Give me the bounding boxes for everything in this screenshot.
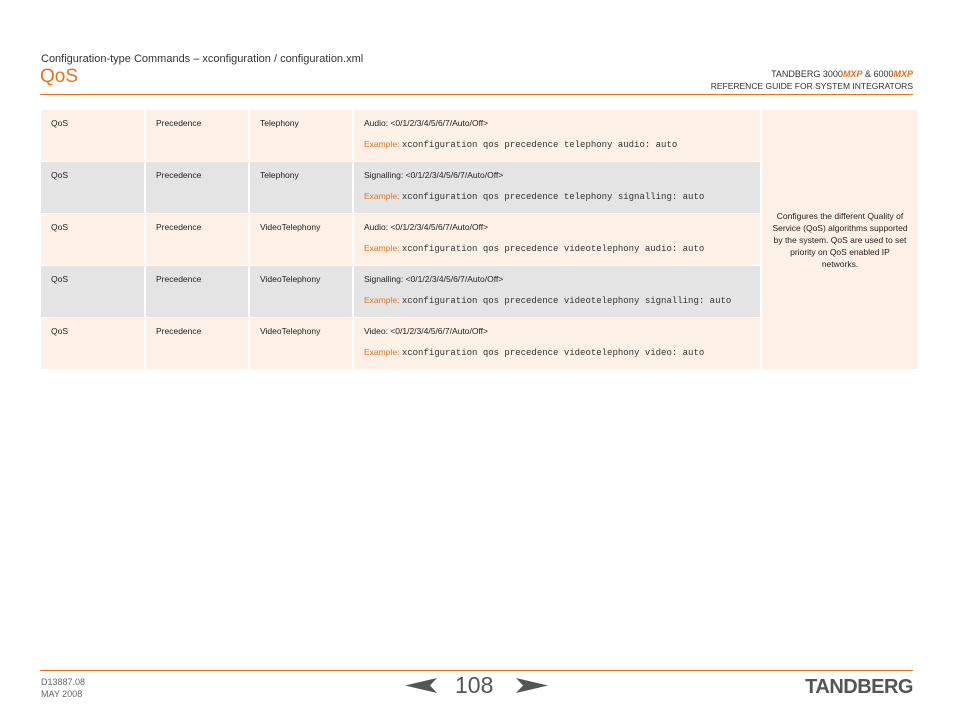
example-line (364, 295, 750, 306)
cell-command: QoS (41, 110, 144, 161)
example-line (364, 347, 750, 358)
cell-value (354, 214, 760, 265)
example-label: Example: (364, 243, 400, 253)
product-name (711, 68, 913, 80)
cell-sub2: VideoTelephony (250, 214, 352, 265)
next-page-arrow-icon[interactable] (516, 678, 548, 693)
example-line (364, 139, 750, 150)
cell-value (354, 162, 760, 213)
document-date: MAY 2008 (41, 689, 83, 699)
footer-divider (40, 670, 913, 671)
table-row (41, 110, 918, 161)
cell-sub1: Precedence (146, 162, 248, 213)
example-label: Example: (364, 347, 400, 357)
product-mxp-2: MXP (893, 69, 913, 79)
previous-page-arrow-icon[interactable] (405, 678, 437, 693)
cell-sub2: Telephony (250, 110, 352, 161)
example-code: xconfiguration qos precedence telephony audio: auto (401, 140, 678, 150)
cell-sub2: VideoTelephony (250, 266, 352, 317)
example-code: xconfiguration qos precedence telephony signalling: auto (401, 192, 705, 202)
section-subtitle: Configuration-type Commands – xconfiguration / configuration.xml (41, 53, 364, 65)
cell-value (354, 110, 760, 161)
value-syntax: Signalling: <0/1/2/3/4/5/6/7/Auto/Off> (364, 274, 504, 284)
cell-sub1: Precedence (146, 318, 248, 369)
cell-sub2: VideoTelephony (250, 318, 352, 369)
cell-command: QoS (41, 162, 144, 213)
example-label: Example: (364, 295, 400, 305)
example-line (364, 243, 750, 254)
example-code: xconfiguration qos precedence videotelephony audio: auto (401, 244, 705, 254)
cell-command: QoS (41, 214, 144, 265)
product-mxp-1: MXP (842, 69, 863, 79)
value-syntax: Audio: <0/1/2/3/4/5/6/7/Auto/Off> (364, 118, 489, 128)
value-syntax: Signalling: <0/1/2/3/4/5/6/7/Auto/Off> (364, 170, 504, 180)
product-mid: & 6000 (862, 69, 894, 79)
cell-sub1: Precedence (146, 214, 248, 265)
page-number: 108 (455, 672, 494, 698)
description-cell: Configures the different Quality of Service (QoS) algorithms supported by the system. QoS are used to set priority on QoS enabled IP networks. (762, 110, 918, 369)
product-header (711, 68, 913, 92)
guide-name: REFERENCE GUIDE FOR SYSTEM INTEGRATORS (710, 81, 913, 91)
cell-sub1: Precedence (146, 110, 248, 161)
cell-sub2: Telephony (250, 162, 352, 213)
cell-value (354, 266, 760, 317)
cell-command: QoS (41, 318, 144, 369)
cell-value (354, 318, 760, 369)
example-label: Example: (364, 139, 400, 149)
document-number: D13887.08 (41, 677, 86, 687)
tandberg-logo: TANDBERG (805, 676, 913, 698)
example-line (364, 191, 750, 202)
cell-command: QoS (41, 266, 144, 317)
page-title: QoS (40, 66, 79, 87)
example-code: xconfiguration qos precedence videotelephony signalling: auto (401, 296, 732, 306)
command-table (39, 109, 920, 370)
product-prefix: TANDBERG 3000 (771, 69, 843, 79)
document-info (41, 676, 85, 700)
value-syntax: Audio: <0/1/2/3/4/5/6/7/Auto/Off> (364, 222, 489, 232)
header-divider (40, 94, 913, 95)
cell-sub1: Precedence (146, 266, 248, 317)
example-label: Example: (364, 191, 400, 201)
value-syntax: Video: <0/1/2/3/4/5/6/7/Auto/Off> (364, 326, 488, 336)
example-code: xconfiguration qos precedence videotelephony video: auto (401, 348, 705, 358)
